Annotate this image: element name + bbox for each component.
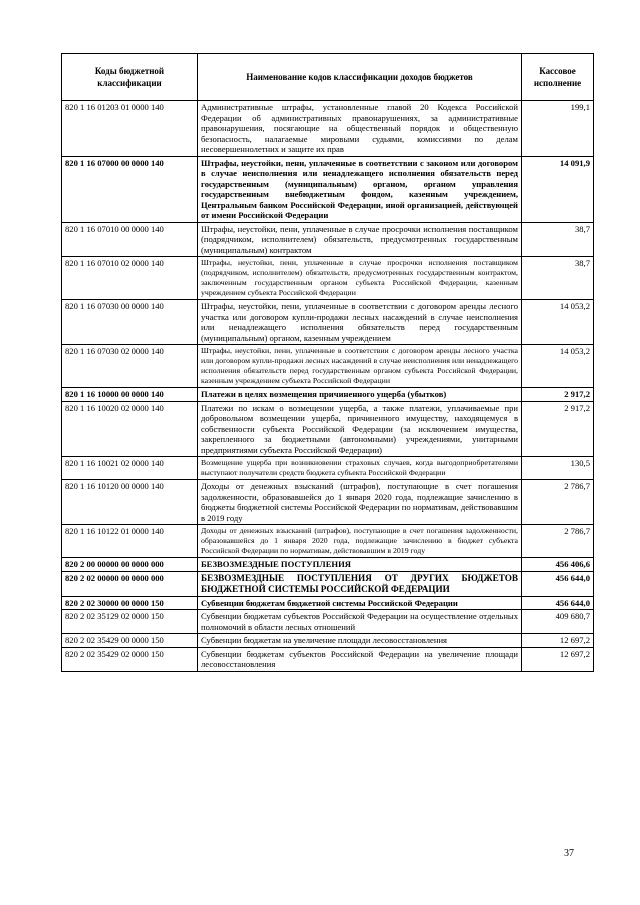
header-amount: Кассовое исполнение (522, 54, 594, 101)
page-number: 37 (564, 848, 574, 859)
row-amount: 409 680,7 (522, 610, 594, 634)
table-header-row (62, 54, 594, 101)
table-row (62, 558, 594, 572)
row-amount: 199,1 (522, 101, 594, 157)
row-amount: 14 091,9 (522, 156, 594, 222)
row-code: 820 2 02 00000 00 0000 000 (62, 571, 198, 596)
table-row (62, 647, 594, 671)
row-code: 820 1 16 01203 01 0000 140 (62, 101, 198, 157)
table-row (62, 345, 594, 388)
row-code: 820 2 02 30000 00 0000 150 (62, 596, 198, 610)
table-row (62, 101, 594, 157)
row-name: Субвенции бюджетам субъектов Российской Федерации на увеличение площади лесовосстановления (198, 647, 522, 671)
table-row (62, 610, 594, 634)
header-name: Наименование кодов классификации доходов бюджетов (198, 54, 522, 101)
row-name: Доходы от денежных взысканий (штрафов), поступающие в счет погашения задолженности, образовавшейся до 1 января 2020 года, подлежащие зачислению в бюджеты бюджетной системы Российской Федерации по нормативам, действовавшим в 2019 году (198, 480, 522, 525)
row-code: 820 1 16 10000 00 0000 140 (62, 388, 198, 402)
row-amount: 14 053,2 (522, 300, 594, 345)
row-amount: 12 697,2 (522, 634, 594, 648)
row-amount: 456 644,0 (522, 596, 594, 610)
row-name: Штрафы, неустойки, пени, уплаченные в соответствии с договором аренды лесного участка или договором купли-продажи лесных насаждений в случае неисполнения или ненадлежащего исполнения обязательств перед государственным (муниципальным) органом, казенным учреждением (198, 300, 522, 345)
row-name: Субвенции бюджетам бюджетной системы Российской Федерации (198, 596, 522, 610)
row-code: 820 1 16 07010 02 0000 140 (62, 257, 198, 300)
table-row (62, 596, 594, 610)
table-row (62, 401, 594, 457)
row-amount: 12 697,2 (522, 647, 594, 671)
row-name: Штрафы, неустойки, пени, уплаченные в соответствии с договором аренды лесного участка или договором купли-продажи лесных насаждений в случае неисполнения или ненадлежащего исполнения обязательств перед государственным органом субъекта Российской Федерации, казенным учреждением субъекта Российской Федерации (198, 345, 522, 388)
row-amount: 130,5 (522, 457, 594, 480)
row-name: Штрафы, неустойки, пени, уплаченные в случае просрочки исполнения поставщиком (подрядчиком, исполнителем) обязательств, предусмотренных государственным (муниципальным) контрактом (198, 222, 522, 257)
row-amount: 2 786,7 (522, 480, 594, 525)
table-row (62, 156, 594, 222)
row-code: 820 1 16 07030 00 0000 140 (62, 300, 198, 345)
table-row (62, 388, 594, 402)
row-name: Штрафы, неустойки, пени, уплаченные в соответствии с законом или договором в случае неисполнения или ненадлежащего исполнения обязательств перед государственным (муниципальным) органом, органом управления государственным внебюджетным фондом, казенным учреждением, Центральным банком Российской Федерации, иной организацией, действующей от имени Российской Федерации (198, 156, 522, 222)
row-code: 820 2 02 35129 02 0000 150 (62, 610, 198, 634)
table-row (62, 634, 594, 648)
row-amount: 2 917,2 (522, 401, 594, 457)
row-code: 820 2 02 35429 00 0000 150 (62, 634, 198, 648)
row-amount: 38,7 (522, 222, 594, 257)
row-amount: 2 786,7 (522, 525, 594, 558)
row-name: Субвенции бюджетам субъектов Российской Федерации на осуществление отдельных полномочий в области лесных отношений (198, 610, 522, 634)
table-row (62, 457, 594, 480)
row-name: Возмещение ущерба при возникновении страховых случаев, когда выгодоприобретателями выступают получатели средств бюджета субъекта Российской Федерации (198, 457, 522, 480)
row-code: 820 2 00 00000 00 0000 000 (62, 558, 198, 572)
row-code: 820 1 16 10020 02 0000 140 (62, 401, 198, 457)
row-code: 820 1 16 10122 01 0000 140 (62, 525, 198, 558)
table-row (62, 525, 594, 558)
revenue-classification-table (61, 53, 594, 672)
table-row (62, 222, 594, 257)
row-code: 820 1 16 10120 00 0000 140 (62, 480, 198, 525)
row-amount: 14 053,2 (522, 345, 594, 388)
row-name: Штрафы, неустойки, пени, уплаченные в случае просрочки исполнения поставщиком (подрядчиком, исполнителем) обязательств, предусмотренных государственным контрактом, заключенным государственным органом субъекта Российской Федерации, казенным учреждением субъекта Российской Федерации (198, 257, 522, 300)
row-amount: 456 644,0 (522, 571, 594, 596)
row-name: БЕЗВОЗМЕЗДНЫЕ ПОСТУПЛЕНИЯ (198, 558, 522, 572)
row-amount: 456 406,6 (522, 558, 594, 572)
row-name: Субвенции бюджетам на увеличение площади лесовосстановления (198, 634, 522, 648)
row-name: Доходы от денежных взысканий (штрафов), поступающие в счет погашения задолженности, образовавшейся до 1 января 2020 года, подлежащие зачислению в бюджет субъекта Российской Федерации по нормативам, действовавшим в 2019 году (198, 525, 522, 558)
row-name: Платежи в целях возмещения причиненного ущерба (убытков) (198, 388, 522, 402)
row-name: Платежи по искам о возмещении ущерба, а также платежи, уплачиваемые при добровольном возмещении ущерба, причиненного имуществу, находящемуся в собственности субъекта Российской Федерации (за исключением имущества, закрепленного за бюджетными (автономными) учреждениями, унитарными предприятиями субъекта Российской Федерации) (198, 401, 522, 457)
row-code: 820 1 16 10021 02 0000 140 (62, 457, 198, 480)
row-name: Административные штрафы, установленные главой 20 Кодекса Российской Федерации об административных правонарушениях, за административные правонарушения, посягающие на общественный порядок и общественную безопасность, налагаемые мировыми судьями, комиссиями по делам несовершеннолетних и защите их прав (198, 101, 522, 157)
table-row (62, 300, 594, 345)
table-body (62, 101, 594, 672)
row-name: БЕЗВОЗМЕЗДНЫЕ ПОСТУПЛЕНИЯ ОТ ДРУГИХ БЮДЖЕТОВ БЮДЖЕТНОЙ СИСТЕМЫ РОССИЙСКОЙ ФЕДЕРАЦИИ (198, 571, 522, 596)
table-row (62, 571, 594, 596)
header-code: Коды бюджетной классификации (62, 54, 198, 101)
row-amount: 2 917,2 (522, 388, 594, 402)
row-code: 820 1 16 07000 00 0000 140 (62, 156, 198, 222)
row-code: 820 1 16 07010 00 0000 140 (62, 222, 198, 257)
row-code: 820 1 16 07030 02 0000 140 (62, 345, 198, 388)
table-row (62, 480, 594, 525)
table-row (62, 257, 594, 300)
row-amount: 38,7 (522, 257, 594, 300)
row-code: 820 2 02 35429 02 0000 150 (62, 647, 198, 671)
